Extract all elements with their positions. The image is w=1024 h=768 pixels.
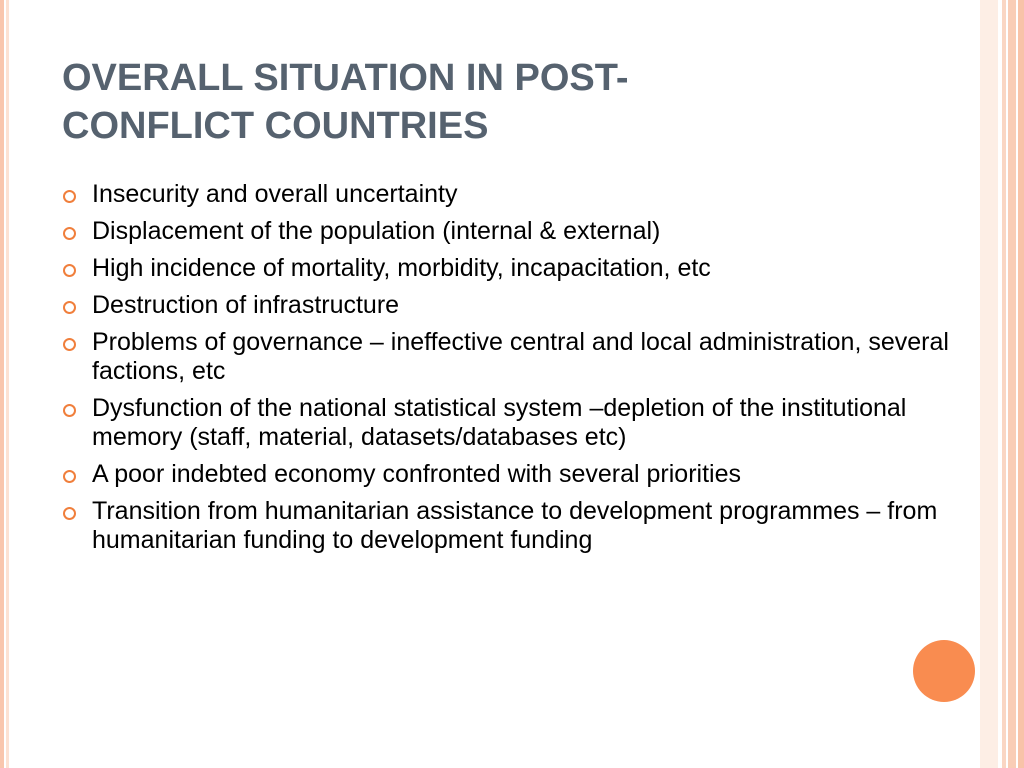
left-border-stripe <box>0 0 4 768</box>
bullet-text: High incidence of mortality, morbidity, incapacitation, etc <box>92 254 711 282</box>
circle-bullet-icon <box>63 190 76 203</box>
list-item <box>62 328 962 386</box>
list-item <box>62 394 962 452</box>
list-item <box>62 180 962 209</box>
circle-bullet-icon <box>63 338 76 351</box>
right-border-stripe-1 <box>1018 0 1024 768</box>
bullet-text: A poor indebted economy confronted with several priorities <box>92 460 741 488</box>
bullet-text: Transition from humanitarian assistance to development programmes – from humanitarian funding to development funding <box>92 497 938 554</box>
list-item <box>62 460 962 489</box>
circle-bullet-icon <box>63 227 76 240</box>
bullet-text: Dysfunction of the national statistical system –depletion of the institutional memory (staff, material, datasets/databases etc) <box>92 394 907 451</box>
right-border-stripe-3 <box>1002 0 1006 768</box>
list-item <box>62 497 962 555</box>
bullet-text: Destruction of infrastructure <box>92 291 400 319</box>
decorative-circle <box>913 640 975 702</box>
bullet-text: Insecurity and overall uncertainty <box>92 180 458 208</box>
circle-bullet-icon <box>63 507 76 520</box>
right-border-stripe-2 <box>1008 0 1016 768</box>
slide-title: OVERALL SITUATION IN POST- CONFLICT COUNTRIES <box>62 57 629 147</box>
bullet-list <box>62 180 962 563</box>
left-border-stripe-inner <box>6 0 9 768</box>
bullet-text: Problems of governance – ineffective central and local administration, several factions, etc <box>92 328 949 385</box>
circle-bullet-icon <box>63 301 76 314</box>
bullet-text: Displacement of the population (internal & external) <box>92 217 661 245</box>
list-item <box>62 291 962 320</box>
list-item <box>62 254 962 283</box>
circle-bullet-icon <box>63 264 76 277</box>
list-item <box>62 217 962 246</box>
right-border-band-inner <box>980 0 998 768</box>
circle-bullet-icon <box>63 470 76 483</box>
circle-bullet-icon <box>63 404 76 417</box>
